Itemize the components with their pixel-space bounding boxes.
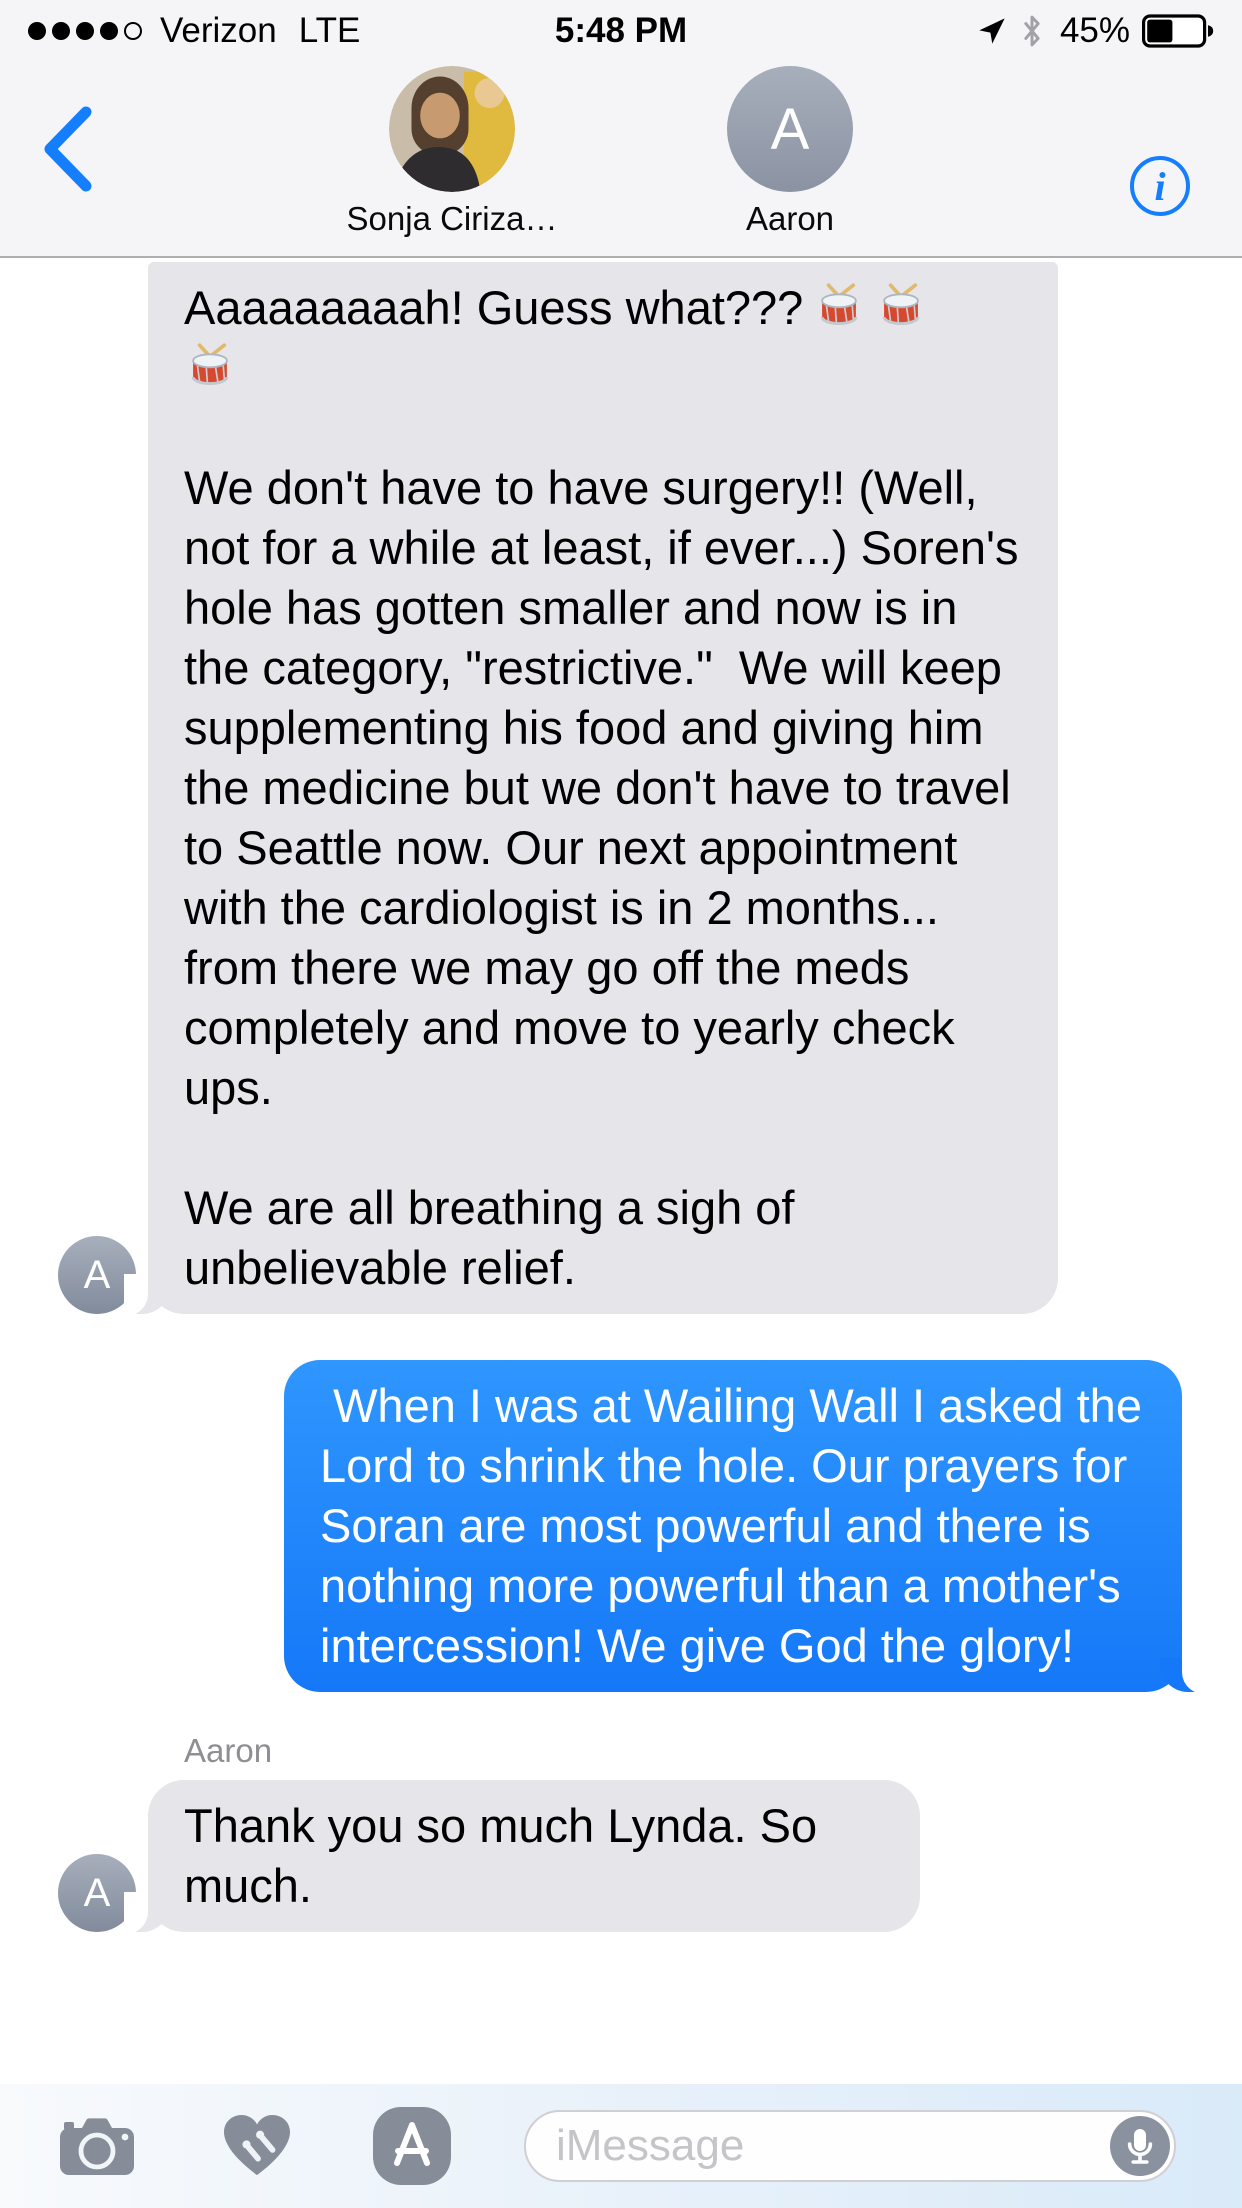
message-bubble[interactable] xyxy=(284,1360,1182,1692)
message-input-wrap xyxy=(524,2110,1176,2182)
message-row-incoming xyxy=(0,262,1242,1314)
battery-icon xyxy=(1142,14,1214,48)
contact-name: Aaron xyxy=(745,200,835,237)
message-transcript xyxy=(0,258,1242,2208)
drum-emoji-icon xyxy=(875,280,927,332)
message-text: Thank you so much Lynda. So much. xyxy=(184,1799,831,1912)
digital-touch-heart-icon xyxy=(224,2115,290,2175)
drum-emoji-icon xyxy=(813,280,865,332)
avatar: A xyxy=(58,1236,136,1314)
mic-button[interactable] xyxy=(1110,2116,1170,2176)
group-contacts xyxy=(0,66,1242,238)
message-row-incoming xyxy=(0,1780,1242,1932)
contact-aaron[interactable] xyxy=(680,66,900,238)
message-input[interactable] xyxy=(524,2110,1176,2182)
camera-button[interactable] xyxy=(58,2115,136,2177)
clock: 5:48 PM xyxy=(554,11,688,50)
camera-icon xyxy=(60,2118,134,2175)
contact-sonja[interactable] xyxy=(342,66,562,238)
info-icon: i xyxy=(1154,163,1166,209)
message-bubble[interactable] xyxy=(148,1780,920,1932)
network-type-label: LTE xyxy=(298,11,361,50)
digital-touch-button[interactable] xyxy=(222,2113,292,2179)
microphone-icon xyxy=(1110,2116,1170,2176)
composer-toolbar xyxy=(0,2084,1242,2208)
app-store-icon xyxy=(373,2107,451,2185)
bluetooth-icon xyxy=(1020,14,1044,48)
carrier-label: Verizon xyxy=(160,11,277,50)
avatar-photo xyxy=(389,66,515,192)
app-store-button[interactable] xyxy=(372,2106,452,2186)
avatar-initial: A xyxy=(727,66,853,192)
battery-percent: 45% xyxy=(1059,11,1130,50)
status-bar xyxy=(0,0,1242,56)
avatar: A xyxy=(58,1854,136,1932)
location-arrow-icon xyxy=(976,15,1008,47)
contact-name: Sonja Ciriza… xyxy=(346,200,558,237)
drum-emoji-icon xyxy=(184,340,236,392)
message-text: We are all breathing a sigh of unbelievable relief. xyxy=(184,1181,808,1294)
message-text: When I was at Wailing Wall I asked the Lord to shrink the hole. Our prayers for Soran are most powerful and there is nothing more powerful than a mother's intercession! We give God the glory! xyxy=(320,1379,1156,1672)
message-text: We don't have to have surgery!! (Well, not for a while at least, if ever...) Soren's hole has gotten smaller and now is in the category, "restrictive." We will keep supplementing his food and giving him the medicine but we don't have to travel to Seattle now. Our next appointment with the cardiologist is in 2 months... from there we may go off the meds completely and move to yearly check ups. xyxy=(184,461,1032,1114)
navigation-bar xyxy=(0,0,1242,258)
info-button[interactable] xyxy=(1130,156,1190,216)
sender-label: Aaron xyxy=(184,1732,273,1769)
message-row-outgoing xyxy=(0,1360,1242,1692)
message-bubble[interactable]: Aaaaaaaaah! Guess what??? We don't have to have surgery!! (Well, not for a while at least, if ever...) Soren's hole has gotten smaller and now is in the category, "restrictive." We will keep supplementing his food and giving him the medicine but we don't have to travel to Seattle now. Our next appointment with the cardiologist is in 2 months... from there we may go off the meds completely and move to yearly check ups. We are all breathing a sigh of unbelievable relief. xyxy=(148,262,1058,1314)
